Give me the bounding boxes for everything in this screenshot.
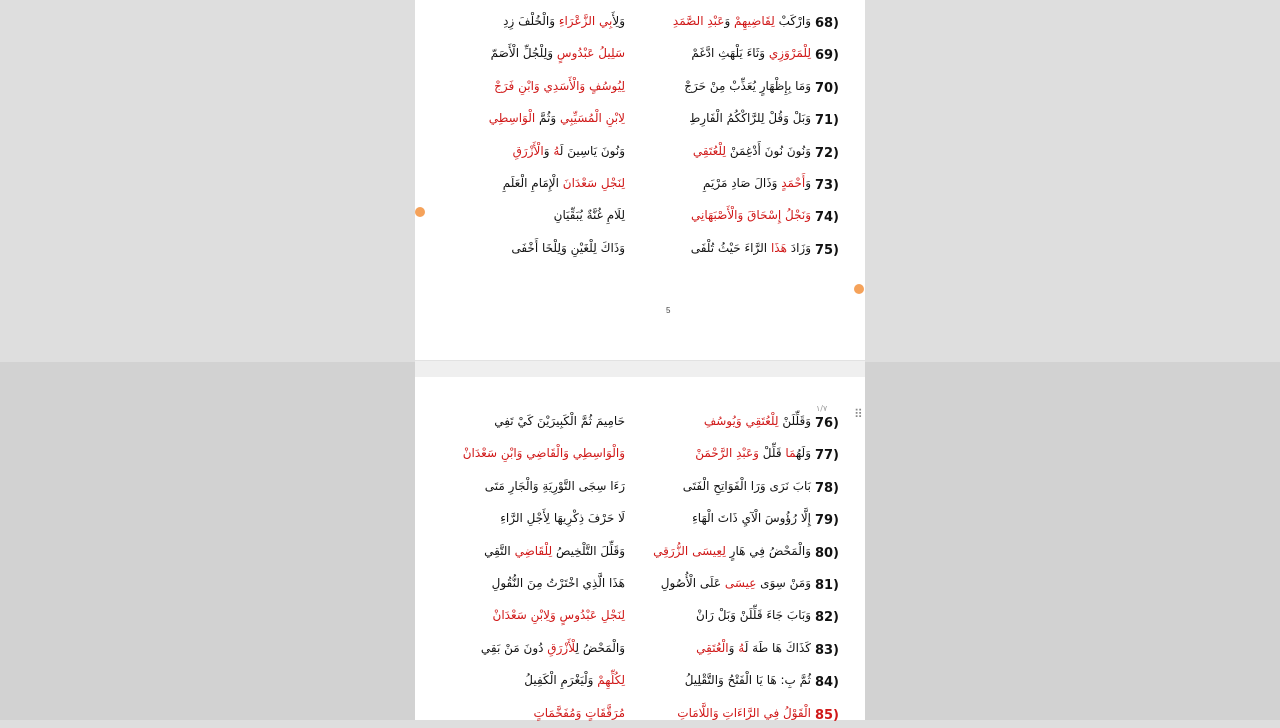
verse-text: وَقَلِّلَ التَّلْخِيصُ (552, 543, 625, 558)
second-hemistich (425, 706, 625, 720)
verse-row (415, 673, 865, 695)
first-hemistich (633, 479, 811, 493)
verse-text: وَلِلْجُلِّ الْأَصَمّ (490, 46, 557, 61)
verse-text: وَالْمَحْضُ لِ (575, 640, 625, 655)
highlighted-text: عِيسَى (724, 576, 757, 590)
highlighted-text: الْقَوْلُ فِي الرَّاءَاتِ وَاللَّامَاتِ (677, 705, 811, 720)
verse-text: لَا حَرْفَ ذِكْرِيهَا لِأَجْلِ الرَّاءِ (500, 511, 625, 526)
verse-text: وَلِ (612, 14, 625, 28)
highlighted-text: لِلْعُتَقِي (692, 143, 727, 158)
first-hemistich (633, 544, 811, 558)
first-hemistich (633, 673, 811, 687)
verse-text: وَثَاءَ يَلْهَثِ ادَّغَمْ (691, 46, 769, 61)
second-hemistich (425, 241, 625, 255)
drag-handle-icon[interactable]: ⠿ (854, 407, 863, 421)
highlighted-text: لِنَجْلِ عَبْدُوسٍ وَلِابْنِ سَعْدَانْ (492, 608, 625, 623)
verse-row (415, 414, 865, 436)
verse-text: عَلَى الْأُصُولِ (660, 576, 725, 590)
verse-number: 68) (814, 16, 839, 31)
verse-row (415, 544, 865, 566)
first-hemistich (633, 46, 811, 60)
page-separator (415, 360, 865, 378)
verse-text: لِلَامِ غُنَّةٌ يُبَقِّيَانِ (553, 208, 625, 223)
verse-number: 71) (814, 113, 839, 129)
first-hemistich (633, 208, 811, 222)
second-hemistich (425, 79, 625, 93)
highlighted-text: عَبْدِ الصَّمَدِ (672, 14, 725, 28)
verse-row (415, 176, 865, 198)
second-hemistich (425, 544, 625, 558)
verse-text: قَلِّلْ (758, 446, 786, 461)
verse-row (415, 111, 865, 133)
verse-number: 72) (814, 145, 839, 161)
second-hemistich (425, 673, 625, 687)
verse-row (415, 479, 865, 501)
verse-text: وَ (805, 176, 811, 190)
verse-number: 84) (814, 675, 839, 691)
verse-number: 70) (814, 80, 839, 96)
second-hemistich (425, 144, 625, 158)
verse-text: التَّقِي (484, 543, 515, 558)
highlighted-text: وَالْوَاسِطِي وَالْقَاضِي وَابْنِ سَعْدَانْ (462, 446, 625, 461)
first-hemistich (633, 241, 811, 255)
verse-text: وَبَابَ جَاءَ قَلِّلَنْ وَبَلْ رَانْ (695, 608, 811, 623)
verse-row (415, 608, 865, 630)
highlighted-text: لْأَزْرَقِ (547, 640, 576, 655)
verse-text: وَقَلِّلَنْ (778, 414, 811, 428)
verse-row (415, 446, 865, 468)
second-hemistich (425, 641, 625, 655)
first-hemistich (633, 79, 811, 93)
verse-row (415, 511, 865, 533)
highlighted-text: لِابْنِ الْمُسَيِّبِي (559, 111, 625, 126)
second-hemistich (425, 576, 625, 590)
first-hemistich (633, 641, 811, 655)
highlighted-text: مَا (785, 446, 797, 461)
verse-text: وَارْكَبْ (774, 14, 811, 28)
highlighted-text: لِكُلِّهِمْ (597, 673, 625, 688)
page-number: 5 (666, 306, 671, 315)
first-hemistich (633, 144, 811, 158)
verse-text: وَمَنْ سِوَى (756, 576, 811, 590)
verse-number: 73) (814, 178, 839, 193)
verse-text: هَذَا الَّذِي اخْتَرْتُ مِنَ النُّقُولِ (491, 576, 625, 590)
verse-text: الْإِمَامِ الْعَلَمِ (502, 176, 563, 190)
first-hemistich (633, 446, 811, 460)
verse-text: إِلَّا رُؤُوسَ الْآيِ ذَاتَ الْهَاءِ (692, 511, 811, 526)
highlighted-text: هُ (553, 143, 560, 158)
second-hemistich (425, 511, 625, 525)
verse-text: وَالْخُلْفَ زِدِ (503, 14, 559, 28)
highlighted-text: وَنَجْلُ إِسْحَاقَ وَالْأَصْبَهَانِي (690, 208, 811, 223)
highlighted-text: لِلْمَرْوَزِي (768, 46, 811, 61)
verse-text: حَامِيمَ ثُمَّ الْكَبِيرَيْنَ كَيْ تَفِي (494, 414, 625, 428)
verse-row (415, 241, 865, 263)
second-hemistich (425, 111, 625, 125)
verse-text: بَابَ نَرَى وَرَا الْفَوَاتِحِ الْفَتَى (682, 478, 811, 493)
verse-text: وَنُونَ نُونَ أَدْغِمَنْ (726, 143, 811, 158)
second-hemistich (425, 446, 625, 460)
verse-number: 82) (814, 610, 839, 626)
verse-number: 75) (814, 242, 839, 258)
second-hemistich (425, 208, 625, 222)
verse-number: 81) (814, 578, 839, 593)
second-hemistich (425, 414, 625, 428)
verse-row (415, 144, 865, 166)
first-hemistich (633, 608, 811, 622)
first-hemistich (633, 576, 811, 590)
verse-row (415, 208, 865, 230)
verse-text: وَنُونَ يَاسِينَ لَ (559, 143, 625, 158)
verse-text: الرَّاءَ حَيْثُ تُلْفَى (690, 240, 771, 255)
page-mark: ١/٧ (816, 404, 828, 413)
marker-dot (854, 284, 864, 294)
verse-text: دُونَ مَنْ بَقِي (480, 640, 548, 655)
highlighted-text: هَذَا (770, 240, 787, 255)
verse-number: 83) (814, 642, 839, 658)
verse-text: رَءَا سِجَى التَّوْرِيَةِ وَالْجَارِ مَتَى (484, 478, 625, 493)
verse-text: وَبَلْ وَقُلْ لِلرَّاكْكُمُ الْفَارِطِ (689, 111, 811, 126)
first-hemistich (633, 14, 811, 28)
highlighted-text: لِيُوسُفٍ وَالْأَسَدِي وَابْنِ فَرَجْ (494, 78, 625, 93)
verse-text: وَمَا بِإِظْهَارٍ يُعَذِّبْ مِنْ حَرَجْ (684, 78, 811, 93)
verse-number: 69) (814, 48, 839, 64)
verse-number: 80) (814, 545, 839, 561)
highlighted-text: لِعِيسَى الزُّرَقِي (653, 543, 726, 558)
highlighted-text: هُ (738, 640, 745, 655)
verse-row (415, 641, 865, 663)
highlighted-text: لِلْقَاضِي (514, 543, 553, 558)
first-hemistich (633, 111, 811, 125)
marker-dot (415, 207, 425, 217)
verse-number: 74) (814, 210, 839, 226)
verse-text: وَالْمَحْضُ فِي هَارٍ (725, 543, 811, 558)
verse-text: كَذَاكَ هَا طَهَ لَ (744, 640, 811, 655)
verse-number: 77) (814, 448, 839, 464)
highlighted-text: مُرَقَّقَاتٍ وَمُفَخَّمَاتٍ (533, 705, 625, 720)
verse-text: وَ (728, 640, 739, 655)
highlighted-text: وَعَبْدِ الرَّحْمَنْ (695, 446, 759, 461)
verse-number: 78) (814, 480, 839, 496)
verse-row (415, 46, 865, 68)
highlighted-text: الْعُتَقِي (696, 640, 729, 655)
highlighted-text: سَلِيلُ عَبْدُوسٍ (556, 46, 625, 61)
verse-text: وَذَالَ صَادِ مَرْيَمِ (703, 176, 782, 190)
verse-text: وَثُمَّ (535, 111, 560, 126)
highlighted-text: أَبِي الزَّعْرَاءِ (558, 14, 613, 28)
verse-row (415, 706, 865, 728)
second-hemistich (425, 46, 625, 60)
second-hemistich (425, 176, 625, 190)
highlighted-text: الْأَزْرَقِ (512, 143, 544, 158)
verse-number: 85) (814, 707, 839, 723)
verse-text: وَلَهُ (796, 446, 811, 461)
verse-number: 76) (814, 416, 839, 431)
second-hemistich (425, 14, 625, 28)
verse-text: وَزَادَ (786, 240, 811, 255)
first-hemistich (633, 414, 811, 428)
first-hemistich (633, 706, 811, 720)
verse-text: وَذَاكَ لِلْغَيْنِ وَلِلْخَا أَخْفَى (511, 240, 625, 255)
highlighted-text: لِقَاضِيهِمْ (734, 14, 775, 28)
first-hemistich (633, 176, 811, 190)
verse-text: ثُمَّ بِ: هَا يَا الْفَتْحُ وَالتَّقْلِيلُ (684, 673, 811, 688)
highlighted-text: لِلْعُتَقِي وَيُوسُفِ (703, 414, 779, 428)
first-hemistich (633, 511, 811, 525)
verse-number: 79) (814, 513, 839, 529)
verse-row (415, 576, 865, 598)
verse-row (415, 14, 865, 36)
verse-text: وَ (543, 143, 554, 158)
highlighted-text: أَحْمَدٍ (781, 176, 806, 190)
second-hemistich (425, 608, 625, 622)
highlighted-text: الْوَاسِطِي (488, 111, 536, 126)
second-hemistich (425, 479, 625, 493)
verse-row (415, 79, 865, 101)
verse-text: وَلْيَغْرَمِ الْكَفِيلُ (524, 673, 598, 688)
highlighted-text: لِنَجْلِ سَعْدَانَ (562, 176, 625, 190)
verse-text: وَ (724, 14, 735, 28)
